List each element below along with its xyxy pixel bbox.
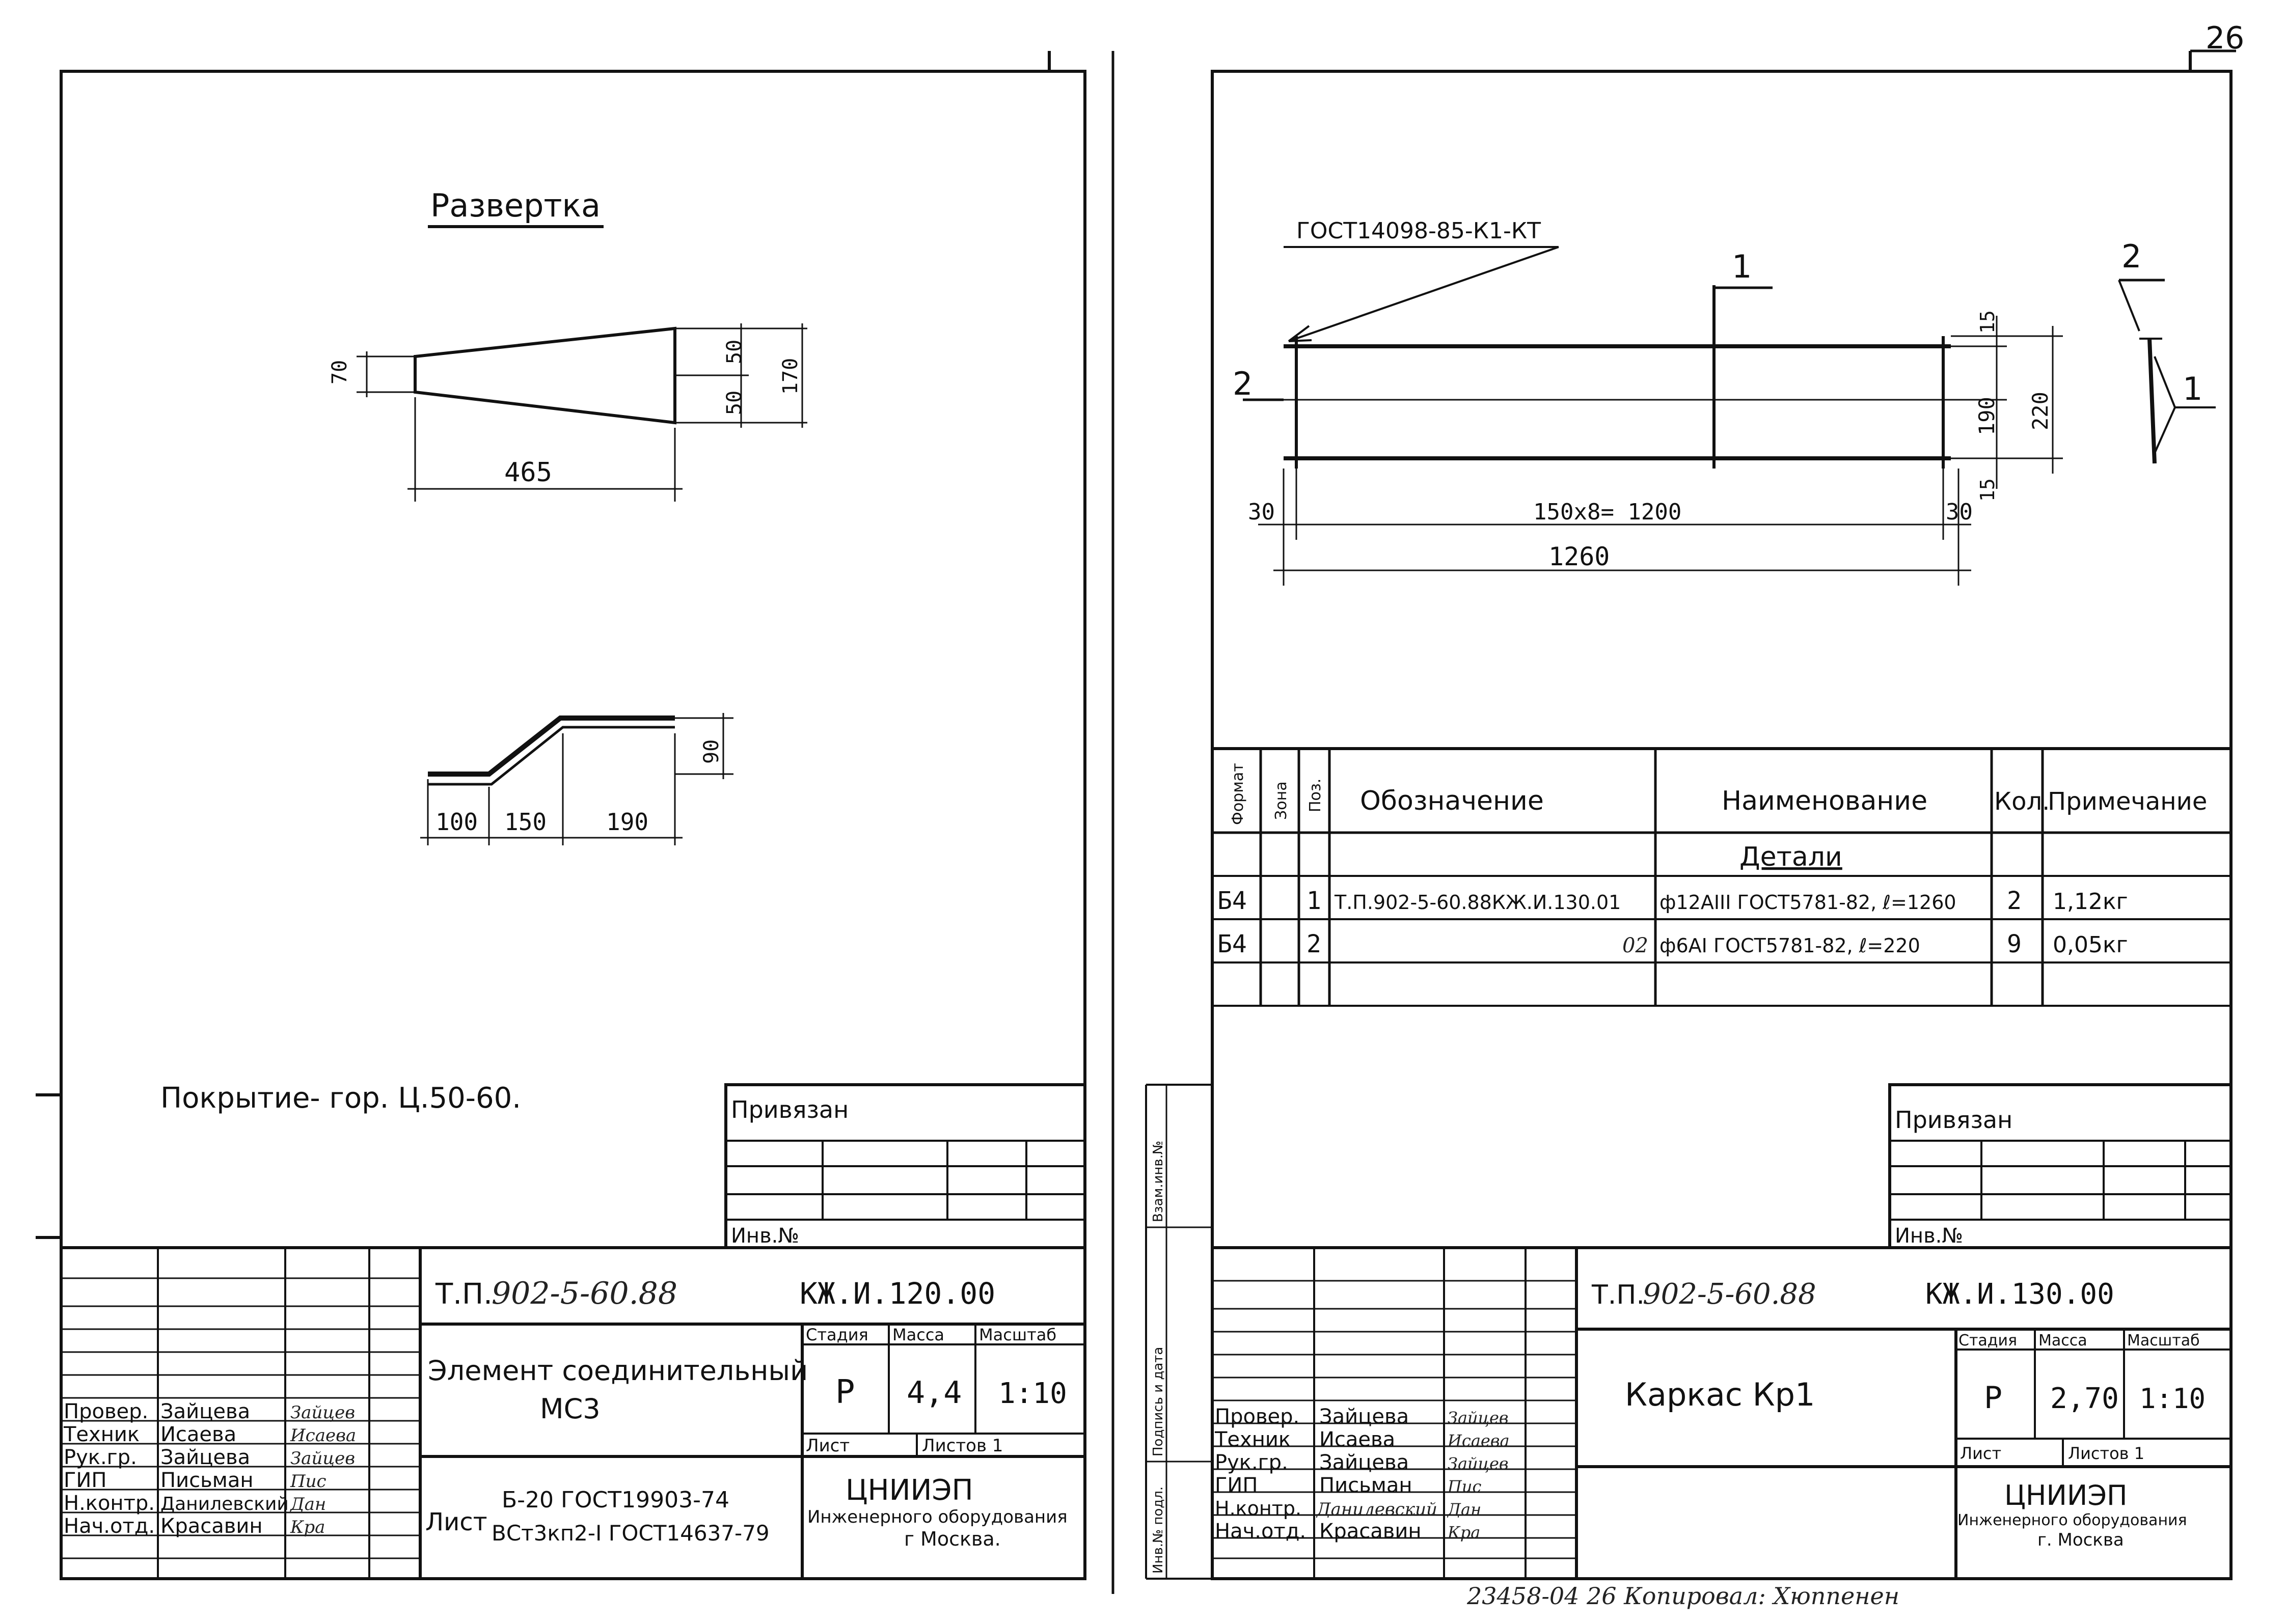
left-tp-prefix: Т.П. — [436, 1278, 493, 1311]
side-label-sign: Подпись и дата — [1151, 1346, 1166, 1456]
staff-signature: Дан — [290, 1494, 326, 1515]
staff-name: Красавин — [1319, 1520, 1422, 1543]
staff-name: Исаева — [160, 1423, 237, 1446]
left-inv-label: Инв.№ — [731, 1224, 799, 1248]
left-staff-list — [63, 1400, 356, 1538]
staff-name: Письман — [160, 1469, 254, 1492]
right-stage: Р — [1984, 1380, 2003, 1416]
right-staff-list — [1214, 1405, 1510, 1543]
th-qty: Кол. — [1994, 787, 2050, 816]
dim-right: 30 — [1946, 499, 1973, 525]
staff-signature: Кра — [290, 1517, 325, 1537]
right-tp-number: 902-5-60.88 — [1643, 1278, 1816, 1311]
cell-note: 1,12кг — [2053, 889, 2128, 915]
left-material-line2: ВСт3кп2-I ГОСТ14637-79 — [492, 1521, 770, 1546]
staff-role: Рук.гр. — [1215, 1451, 1288, 1474]
right-org-line1: ЦНИИЭП — [2004, 1479, 2128, 1511]
th-pos: Поз. — [1307, 778, 1324, 812]
staff-name: Зайцева — [160, 1400, 251, 1423]
left-name-line2: МС3 — [540, 1393, 601, 1425]
right-inv-label: Инв.№ — [1895, 1224, 1963, 1248]
left-sheet-label: Лист — [806, 1436, 850, 1456]
dim-seg2: 150 — [504, 808, 547, 836]
dim-seg3: 190 — [606, 808, 649, 836]
left-mass-label: Масса — [892, 1325, 945, 1344]
left-material-label: Лист — [425, 1508, 487, 1536]
cell-designation: Т.П.902-5-60.88КЖ.И.130.01 — [1335, 891, 1621, 914]
dim-half-bottom: 50 — [723, 390, 746, 415]
dim-length: 465 — [504, 457, 552, 488]
frame-drawing — [1243, 247, 2216, 586]
staff-name: Исаева — [1319, 1428, 1396, 1451]
cell-name: ф12АIII ГОСТ5781-82, ℓ=1260 — [1659, 891, 1956, 914]
left-sheets-label: Листов 1 — [922, 1436, 1003, 1456]
cell-qty: 9 — [2007, 930, 2022, 958]
staff-signature: Исаева — [1448, 1431, 1510, 1450]
left-doc-code: КЖ.И.120.00 — [800, 1276, 996, 1311]
right-privyazan-label: Привязан — [1895, 1106, 2013, 1134]
staff-role: Рук.гр. — [64, 1446, 137, 1469]
left-tp-number: 902-5-60.88 — [492, 1276, 678, 1311]
left-org-line2: Инженерного оборудования — [807, 1507, 1068, 1527]
cell-qty: 2 — [2007, 887, 2022, 915]
left-scale-label: Масштаб — [979, 1325, 1057, 1344]
staff-signature: Зайцев — [290, 1448, 355, 1469]
section-mark-2: 2 — [1233, 365, 1253, 402]
th-format: Формат — [1229, 763, 1247, 825]
staff-role: ГИП — [64, 1469, 107, 1492]
left-name-line1: Элемент соединительный — [428, 1355, 808, 1387]
staff-name: Данилевский — [160, 1494, 289, 1515]
staff-role: Провер. — [64, 1400, 149, 1423]
left-org-line1: ЦНИИЭП — [846, 1474, 973, 1507]
left-privyazan-label: Привязан — [731, 1096, 849, 1123]
staff-name: Письман — [1319, 1474, 1412, 1497]
staff-name: Данилевский — [1317, 1499, 1437, 1520]
staff-name: Красавин — [160, 1515, 263, 1538]
section-mark-1: 1 — [1732, 248, 1752, 285]
right-scale: 1:10 — [2139, 1383, 2206, 1415]
weld-note: ГОСТ14098-85-К1-КТ — [1296, 218, 1541, 244]
right-stage-label: Стадия — [1958, 1332, 2018, 1350]
staff-signature: Дан — [1448, 1500, 1482, 1519]
side-label-replace: Взам.инв.№ — [1151, 1141, 1166, 1222]
th-name: Наименование — [1722, 786, 1928, 816]
left-stage-label: Стадия — [806, 1325, 868, 1344]
cell-note: 0,05кг — [2053, 932, 2128, 958]
right-sheet-label: Лист — [1960, 1444, 2002, 1463]
staff-signature: Кра — [1448, 1523, 1481, 1542]
right-mass: 2,70 — [2050, 1382, 2119, 1415]
left-org-line3: г Москва. — [904, 1528, 1001, 1550]
left-stage: Р — [835, 1373, 855, 1411]
th-note: Примечание — [2048, 787, 2208, 816]
page-number: 26 — [2206, 20, 2245, 56]
dim-half-top: 50 — [723, 339, 746, 364]
staff-signature: Зайцев — [1448, 1454, 1509, 1473]
staff-role: Техник — [1215, 1428, 1291, 1451]
cell-pos: 2 — [1307, 930, 1321, 958]
left-material-line1: Б-20 ГОСТ19903-74 — [502, 1487, 729, 1513]
side-label-inv: Инв.№ подл. — [1151, 1486, 1166, 1574]
cell-name: ф6АI ГОСТ5781-82, ℓ=220 — [1659, 934, 1920, 957]
left-mass: 4,4 — [907, 1375, 962, 1411]
cell-pos: 1 — [1307, 887, 1321, 915]
staff-signature: Исаева — [290, 1425, 357, 1446]
staff-role: Н.контр. — [1215, 1497, 1302, 1520]
left-scale: 1:10 — [998, 1377, 1067, 1410]
right-org-line3: г. Москва — [2037, 1530, 2124, 1550]
staff-role: Провер. — [1215, 1405, 1300, 1428]
th-zone: Зона — [1272, 781, 1290, 820]
cell-format: Б4 — [1217, 930, 1247, 958]
cell-designation: 02 — [1622, 934, 1648, 957]
dim-total: 220 — [2028, 392, 2053, 430]
coating-note: Покрытие- гор. Ц.50-60. — [160, 1082, 522, 1115]
dim-height-left: 70 — [328, 360, 351, 384]
detail-mark-2: 2 — [2121, 238, 2142, 275]
dim-top: 15 — [1976, 310, 1999, 334]
dim-seg1: 100 — [436, 808, 478, 836]
staff-role: Н.контр. — [64, 1492, 155, 1515]
staff-role: Техник — [64, 1423, 140, 1446]
dim-mid: 190 — [1974, 397, 1999, 435]
staff-name: Зайцева — [160, 1446, 251, 1469]
spec-section-title: Детали — [1739, 842, 1842, 872]
staff-signature: Пис — [290, 1471, 326, 1492]
staff-name: Зайцева — [1319, 1405, 1409, 1428]
copy-footer: 23458-04 26 Копировал: Хюппенен — [1467, 1582, 1900, 1610]
right-tp-prefix: Т.П. — [1592, 1280, 1645, 1310]
staff-role: Нач.отд. — [64, 1515, 155, 1538]
right-org-line2: Инженерного оборудования — [1957, 1511, 2187, 1529]
cell-format: Б4 — [1217, 887, 1247, 915]
dim-height-right: 170 — [779, 357, 802, 395]
dim-bend-height: 90 — [700, 739, 723, 764]
view-title: Развертка — [430, 187, 601, 224]
staff-role: ГИП — [1215, 1474, 1258, 1497]
detail-mark-1: 1 — [2183, 370, 2203, 407]
staff-name: Зайцева — [1319, 1451, 1409, 1474]
staff-role: Нач.отд. — [1215, 1520, 1307, 1543]
right-scale-label: Масштаб — [2127, 1332, 2200, 1350]
dim-bottom: 15 — [1976, 478, 1999, 502]
right-doc-name: Каркас Кр1 — [1625, 1376, 1815, 1413]
right-sheet-frame — [1212, 71, 2231, 1579]
right-sheets-label: Листов 1 — [2068, 1444, 2145, 1463]
dim-length: 1260 — [1548, 542, 1610, 571]
staff-signature: Зайцев — [290, 1402, 355, 1423]
dim-pitch: 150х8= 1200 — [1533, 499, 1682, 525]
staff-signature: Зайцев — [1448, 1408, 1509, 1427]
th-designation: Обозначение — [1360, 786, 1544, 816]
dim-left: 30 — [1248, 499, 1275, 525]
right-doc-code: КЖ.И.130.00 — [1925, 1278, 2114, 1311]
staff-signature: Пис — [1448, 1477, 1482, 1496]
right-mass-label: Масса — [2038, 1332, 2087, 1350]
